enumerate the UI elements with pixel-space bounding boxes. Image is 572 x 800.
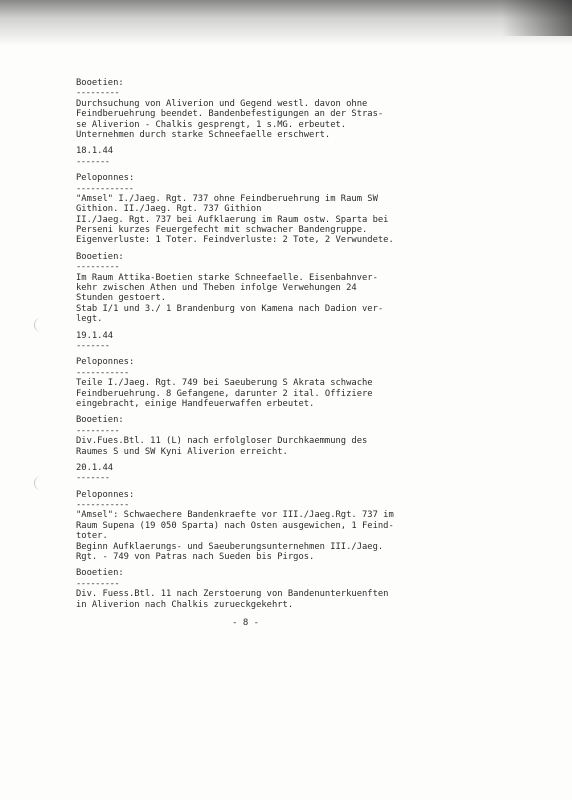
report-section [76, 415, 436, 463]
report-line: se Aliverion - Chalkis gesprengt, 1 s.MG. erbeutet. [76, 119, 347, 130]
document-body [76, 78, 436, 616]
report-line: Feindberuehrung. 8 Gefangene, darunter 2 ital. Offiziere [76, 388, 373, 399]
report-line: toter. [76, 531, 108, 542]
scan-shadow-top [0, 0, 572, 46]
report-line: Stunden gestoert. [76, 293, 167, 304]
report-line: in Aliverion nach Chalkis zurueckgekehrt. [76, 599, 294, 610]
report-line: Githion. II./Jaeg. Rgt. 737 Githion [76, 204, 262, 215]
report-line: Div. Fuess.Btl. 11 nach Zerstoerung von Bandenunterkuenften [76, 589, 389, 600]
report-line: eingebracht, einige Handfeuerwaffen erbeutet. [76, 398, 315, 409]
section-heading: Peloponnes: [76, 489, 135, 500]
report-section [76, 78, 436, 146]
report-line: Perseni kurzes Feuergefecht mit schwacher Bandengruppe. [76, 225, 368, 236]
report-line: Teile I./Jaeg. Rgt. 749 bei Saeuberung S Akrata schwache [76, 378, 373, 389]
section-heading: Booetien: [76, 251, 124, 262]
report-section [76, 331, 436, 358]
heading-underline: ------- [76, 340, 110, 351]
heading-underline: ------- [76, 156, 110, 167]
section-heading: Peloponnes: [76, 173, 135, 184]
report-line: II./Jaeg. Rgt. 737 bei Aufklaerung im Raum ostw. Sparta bei [76, 214, 389, 225]
heading-underline: --------- [76, 578, 120, 589]
section-gap [76, 610, 436, 616]
punch-hole-mark [34, 476, 45, 490]
scan-shadow-corner [502, 0, 572, 36]
report-section [76, 252, 436, 331]
heading-underline: ------------ [76, 183, 134, 194]
report-line: Feindberuehrung beendet. Bandenbefestigungen an der Stras- [76, 109, 384, 120]
heading-underline: ----------- [76, 367, 129, 378]
section-heading: 18.1.44 [76, 146, 114, 157]
heading-underline: --------- [76, 262, 120, 273]
report-line: kehr zwischen Athen und Theben infolge Verwehungen 24 [76, 283, 357, 294]
report-section [76, 490, 436, 569]
report-section [76, 146, 436, 173]
report-section [76, 357, 436, 415]
report-line: "Amsel": Schwaechere Bandenkraefte vor III./Jaeg.Rgt. 737 im [76, 510, 394, 521]
report-line: Stab I/1 und 3./ 1 Brandenburg von Kamena nach Dadion ver- [76, 303, 384, 314]
section-heading: Peloponnes: [76, 357, 135, 368]
report-line: Div.Fues.Btl. 11 (L) nach erfolgloser Durchkaemmung des [76, 436, 368, 447]
report-line: "Amsel" I./Jaeg. Rgt. 737 ohne Feindberuehrung im Raum SW [76, 193, 378, 204]
section-heading: Booetien: [76, 415, 124, 426]
report-line: Durchsuchung von Aliverion und Gegend westl. davon ohne [76, 98, 368, 109]
report-line: Raum Supena (19 050 Sparta) nach Osten ausgewichen, 1 Feind- [76, 520, 394, 531]
punch-hole-mark [34, 318, 45, 332]
report-line: Beginn Aufklaerungs- und Saeuberungsunternehmen III./Jaeg. [76, 541, 384, 552]
report-line: legt. [76, 314, 103, 325]
report-line: Rgt. - 749 von Patras nach Sueden bis Pirgos. [76, 552, 315, 563]
section-heading: Booetien: [76, 568, 124, 579]
heading-underline: --------- [76, 425, 120, 436]
report-line: Im Raum Attika-Boetien starke Schneefaelle. Eisenbahnver- [76, 272, 378, 283]
report-line: Raumes S und SW Kyni Aliverion erreicht. [76, 446, 288, 457]
section-heading: 19.1.44 [76, 330, 114, 341]
report-section [76, 568, 436, 616]
heading-underline: ------- [76, 473, 110, 484]
report-line: Eigenverluste: 1 Toter. Feindverluste: 2 Tote, 2 Verwundete. [76, 235, 394, 246]
report-line: Unternehmen durch starke Schneefaelle erschwert. [76, 129, 331, 140]
section-heading: 20.1.44 [76, 462, 114, 473]
report-section [76, 173, 436, 252]
heading-underline: --------- [76, 88, 120, 99]
heading-underline: ----------- [76, 500, 129, 511]
section-heading: Booetien: [76, 78, 124, 88]
page-number: - 8 - [232, 618, 260, 628]
report-section [76, 463, 436, 490]
